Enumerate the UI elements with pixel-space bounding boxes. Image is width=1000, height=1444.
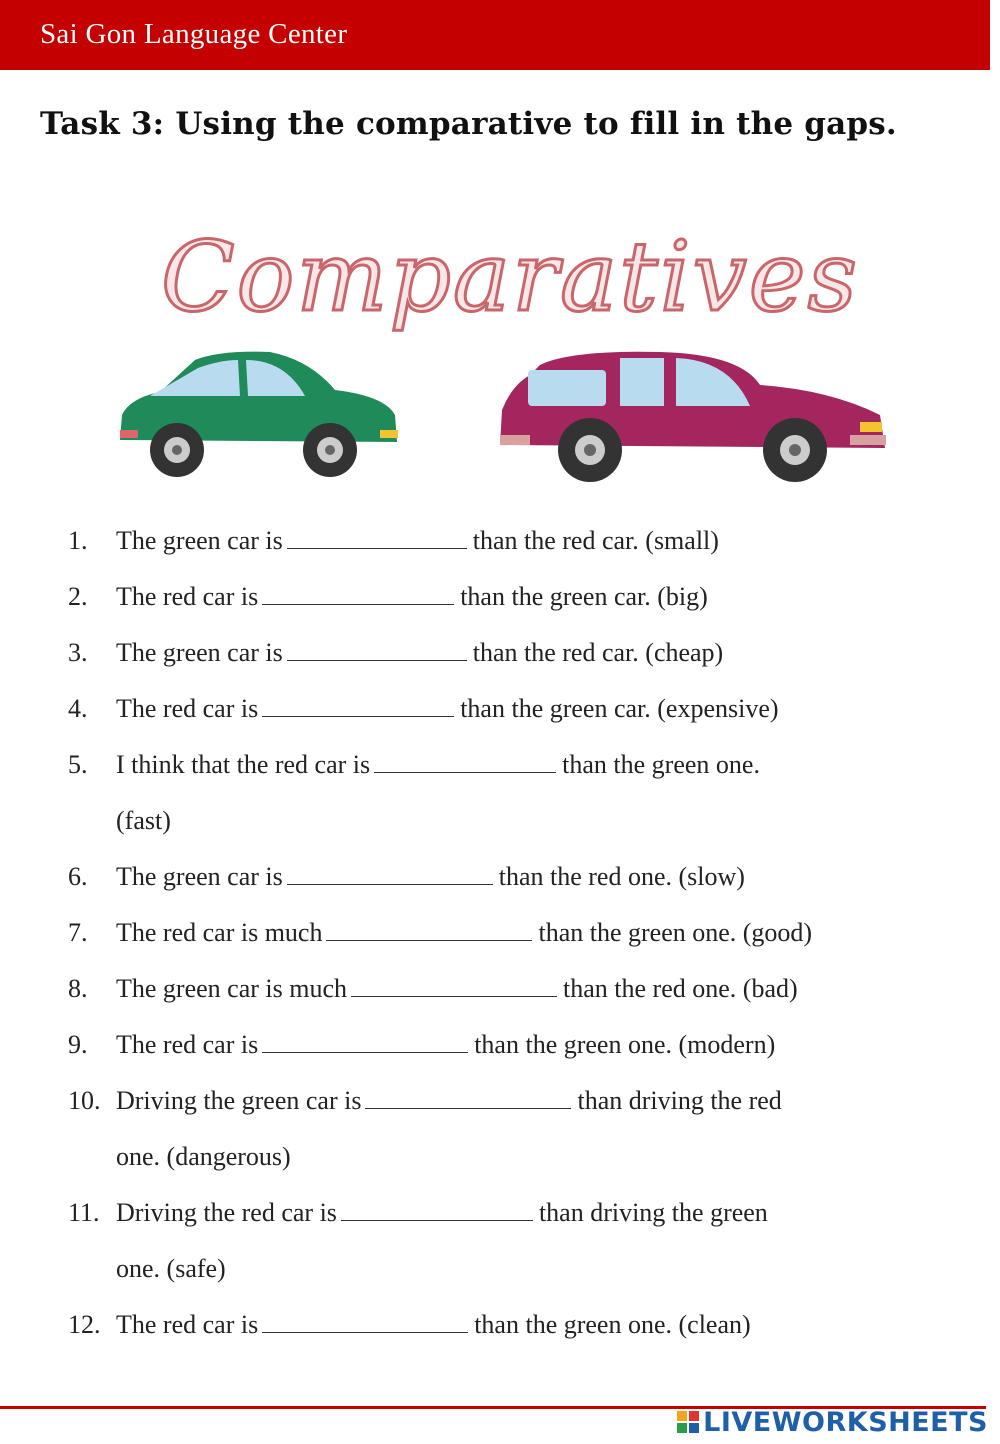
answer-blank[interactable] [262,574,454,605]
question-text-before: Driving the green car is [116,1086,362,1115]
question-text-before: The red car is [116,1310,259,1339]
header-title: Sai Gon Language Center [40,18,348,50]
question-item [68,516,948,572]
question-number: 4. [68,694,88,723]
question-text-before: The red car is [116,1030,259,1059]
answer-blank[interactable] [326,910,532,941]
question-text-after: than driving the green [538,1198,768,1227]
question-continuation-text: (fast) [116,806,171,835]
question-text-before: I think that the red car is [116,750,371,779]
question-text-after: than the green one. (clean) [474,1310,751,1339]
question-text-after: than the red one. (bad) [563,974,798,1003]
liveworksheets-logo-icon [677,1411,699,1433]
question-text-after: than the green one. [562,750,760,779]
answer-blank[interactable] [351,966,557,997]
question-number: 7. [68,918,88,947]
task-title: Task 3: Using the comparative to fill in the gaps. [40,106,897,142]
question-text-before: The green car is much [116,974,348,1003]
question-number: 11. [68,1198,100,1227]
question-number: 1. [68,526,88,555]
question-number: 8. [68,974,88,1003]
comparatives-banner-text: Comparatives [161,221,859,333]
question-text-before: The red car is [116,582,259,611]
answer-blank[interactable] [287,630,467,661]
question-number: 2. [68,582,88,611]
question-text-after: than the green one. (modern) [474,1030,776,1059]
question-text-after: than the green one. (good) [538,918,813,947]
question-text-after: than the red car. (cheap) [472,638,724,667]
question-number: 10. [68,1086,101,1115]
answer-blank[interactable] [262,686,454,717]
question-item [68,964,948,1020]
question-number: 5. [68,750,88,779]
question-item [68,1188,948,1244]
question-item [68,684,948,740]
question-text-before: The red car is much [116,918,323,947]
answer-blank[interactable] [341,1190,533,1221]
liveworksheets-logo[interactable] [677,1404,988,1440]
question-text-after: than the green car. (big) [460,582,708,611]
question-item [68,1076,948,1132]
question-text-before: Driving the red car is [116,1198,337,1227]
question-number: 12. [68,1310,101,1339]
question-text-before: The green car is [116,862,283,891]
answer-blank[interactable] [365,1078,571,1109]
question-text-before: The red car is [116,694,259,723]
question-text-after: than the red one. (slow) [498,862,745,891]
question-item [68,572,948,628]
question-continuation [68,1244,948,1300]
question-continuation-text: one. (safe) [116,1254,226,1283]
answer-blank[interactable] [262,1302,468,1333]
question-list [68,516,948,1356]
answer-blank[interactable] [262,1022,468,1053]
question-number: 3. [68,638,88,667]
question-text-after: than the green car. (expensive) [460,694,779,723]
green-car-image [120,352,398,477]
question-number: 9. [68,1030,88,1059]
answer-blank[interactable] [374,742,556,773]
question-text-after: than the red car. (small) [472,526,719,555]
question-number: 6. [68,862,88,891]
question-item [68,908,948,964]
comparatives-illustration [100,210,920,500]
question-text-before: The green car is [116,638,283,667]
question-item [68,852,948,908]
question-continuation [68,1132,948,1188]
question-continuation [68,796,948,852]
answer-blank[interactable] [287,854,493,885]
question-item [68,740,948,796]
question-item [68,628,948,684]
question-continuation-text: one. (dangerous) [116,1142,291,1171]
header-bar [0,0,990,70]
question-text-before: The green car is [116,526,283,555]
red-car-image [500,352,886,482]
answer-blank[interactable] [287,518,467,549]
liveworksheets-brand-text: LIVEWORKSHEETS [703,1406,988,1438]
question-text-after: than driving the red [577,1086,782,1115]
question-item [68,1020,948,1076]
question-item [68,1300,948,1356]
